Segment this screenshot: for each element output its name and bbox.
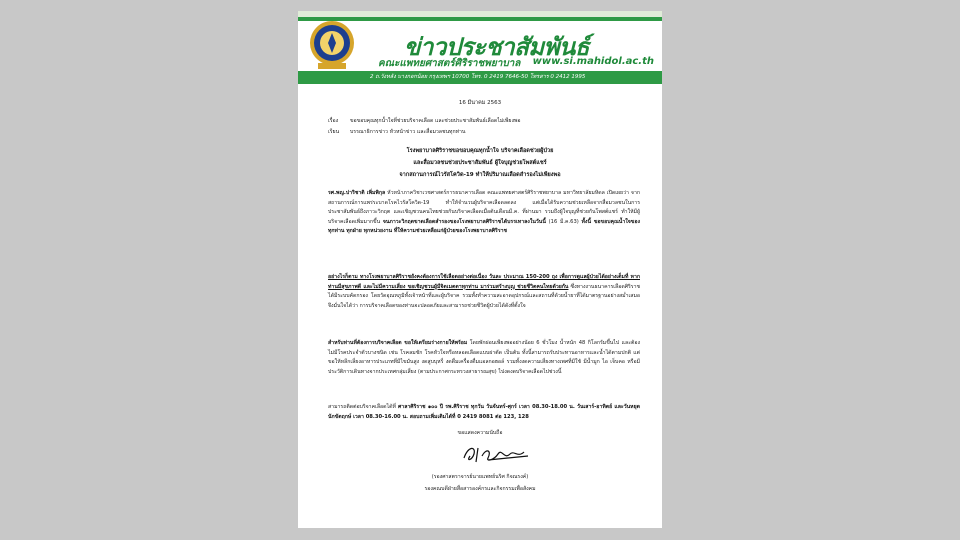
headline-line-1: โรงพยาบาลศิริราชขอขอบคุณทุกน้ำใจ บริจาคเลือดช่วยผู้ป่วย [406, 148, 554, 154]
address-text: 2 ถ.วังหลัง บางกอกน้อย กรุงเทพฯ 10700 โทร. 0 2419 7646-50 โทรสาร 0 2412 1995 [370, 74, 586, 80]
headline-line-2: และสื่อมวลชนช่วยประชาสัมพันธ์ ผู้ใจบุญช่วยโพสต์แชร์ [413, 160, 547, 166]
headline-line-3: จากสถานการณ์ไวรัสโควิด-19 ทำให้ปริมาณเลือดสำรองไม่เพียงพอ [399, 172, 561, 178]
masthead-url[interactable]: www.si.mahidol.ac.th [532, 56, 654, 67]
recipient-label: เรียน [328, 129, 340, 135]
paragraph-4-text: สามารถติดต่อบริจาคเลือดได้ที่ [328, 404, 398, 410]
paragraph-4 [328, 403, 640, 422]
masthead-title: ข่าวประชาสัมพันธ์ [404, 33, 589, 61]
paragraph-1 [328, 189, 640, 237]
paragraph-3-text: โดยพักผ่อนเพียงพออย่างน้อย 6 ชั่วโมง น้ำหนัก 48 กิโลกรัมขึ้นไป และต้องไม่มีโรคประจำตัวบางชนิด เช่น โรคลมชัก โรคหัวใจหรือหลอดเลือดแบบผ่าตัด เป็นต้น ทั้งนี้สามารถรับประทานอาหารและน้ำได้ตามปกติ แต่ขอให้หลีกเลี่ยงอาหารประเภทที่มีไขมันสูง งดสูบบุหรี่ งดดื่มเครื่องดื่มแอลกอฮอล์ รวมทั้งงดความเสี่ยงทางเพศที่มีใช้ มีน้ำมูก ไอ เจ็บคอ หรือมีประวัติการเดินทางจากประเทศกลุ่มเสี่ยง (ตามประกาศกระทรวงสาธารณสุข) ไปงดงดบริจาคเลือดไปช่วงนี้ [328, 340, 640, 375]
closing: ขอแสดงความนับถือ [457, 430, 503, 436]
subject-row [328, 117, 521, 125]
press-release-page [298, 11, 662, 528]
masthead-faculty: คณะแพทยศาสตร์ศิริราชพยาบาล [378, 58, 521, 69]
paragraph-1-text: หัวหน้าภาควิชาเวชศาสตร์การธนาคารเลือด คณะแพทยศาสตร์ศิริราชพยาบาล มหาวิทยาลัยมหิดล เปิดเผยว่า จากสถานการณ์การแพร่ระบาดโรคไวรัสโควิด-19 ทำให้จำนวนผู้บริจาคเลือดลดลง แต่เมื่อได้รับความช่วยเหลือจากสื่อมวลชนในการประชาสัมพันธ์ถึงภาวะวิกฤต และเชิญชวนคนไทยช่วยกันบริจาคเลือดเมื่อต้นเดือนมี.ค. ที่ผ่านมา รวมถึงผู้ใจบุญที่ช่วยกันโพสต์แชร์ ทำให้มีผู้บริจาคเลือดเพิ่มมากขึ้น [328, 190, 640, 225]
paragraph-2-text: ซึ่งทางงานธนาคารเลือดศิริราชได้มีระบบคัดกรอง โดยวัดอุณหภูมิทั้งเจ้าหน้าที่และผู้บริจาค รวมทั้งทำความสะอาดอุปกรณ์และสถานที่ด้วยน้ำยาที่ได้มาตรฐานอย่างสม่ำเสมอ จึงมั่นใจได้ว่า การบริจาคเลือดของท่านจะปลอดภัยและสามารถช่วยชีวิตผู้ป่วยได้ดังที่ตั้งใจ [328, 283, 640, 309]
paragraph-1-thanks: ทั้งนี้ ขอขอบคุณน้ำใจของทุกท่าน ทุกฝ่าย ทุกหน่วยงาน ที่ให้ความช่วยเหลือแก่ผู้ป่วยของโรงพยาบาลศิริราช [328, 218, 640, 235]
signer-title: รองคณบดีฝ่ายสื่อสารองค์กรและกิจกรรมเพื่อสังคม [424, 486, 536, 492]
signer-name: (รองศาสตราจารย์นายแพทย์นริศ กิจณรงค์) [431, 474, 529, 480]
paragraph-3-bold: สำหรับท่านที่ต้องการบริจาคเลือด ขอให้เตรียมร่างกายให้พร้อม [328, 340, 468, 346]
subject-text: ขอขอบคุณทุกน้ำใจที่ช่วยบริจาคเลือด และช่วยประชาสัมพันธ์เลือดไม่เพียงพอ [350, 118, 521, 124]
recipient-row [328, 128, 465, 136]
paragraph-2-emphasis: อย่างไรก็ตาม ทางโรงพยาบาลศิริราชยังคงต้องการใช้เลือดอย่างต่อเนื่อง วันละ ประมาณ 150-200 ถุง เพื่อการดูแลผู้ป่วยได้อย่างเต็มที่ หากท่านมีสุขภาพดี และไม่มีความเสี่ยง ขอเชิญชวนผู้มีจิตเมตตาทุกท่าน มาร่วมสร้างบุญ ช่วยชีวิตคนไทยด้วยกัน [328, 274, 640, 290]
doctor-name: รศ.พญ.ปาริชาติ เพิ่มพิกุล [328, 190, 386, 196]
paragraph-3 [328, 339, 640, 377]
signature-icon [458, 440, 538, 468]
paragraph-1-date: (16 มี.ค.63) [545, 218, 582, 225]
recipient-text: บรรณาธิการข่าว หัวหน้าข่าว และสื่อมวลชนทุกท่าน [350, 129, 466, 135]
paragraph-2 [328, 273, 640, 311]
letter-date: 16 มีนาคม 2563 [458, 100, 502, 106]
paragraph-1-bold: จนภาวะวิกฤตขาดเลือดสำรองของโรงพยาบาลศิริราชได้บรรเทาลงในวันนี้ [382, 218, 546, 225]
subject-label: เรื่อง [328, 118, 339, 124]
mahidol-logo-icon [308, 19, 356, 71]
contact-details: ศาลาศิริราช ๑๐๐ ปี รพ.ศิริราช ทุกวัน วันจันทร์-ศุกร์ เวลา 08.30-18.00 น. วันเสาร์-อาทิตย์ และวันหยุดนักขัตฤกษ์ เวลา 08.30-16.00 น. สอบถามเพิ่มเติมได้ที่ 0 2419 8081 ต่อ 123, 128 [328, 404, 640, 420]
